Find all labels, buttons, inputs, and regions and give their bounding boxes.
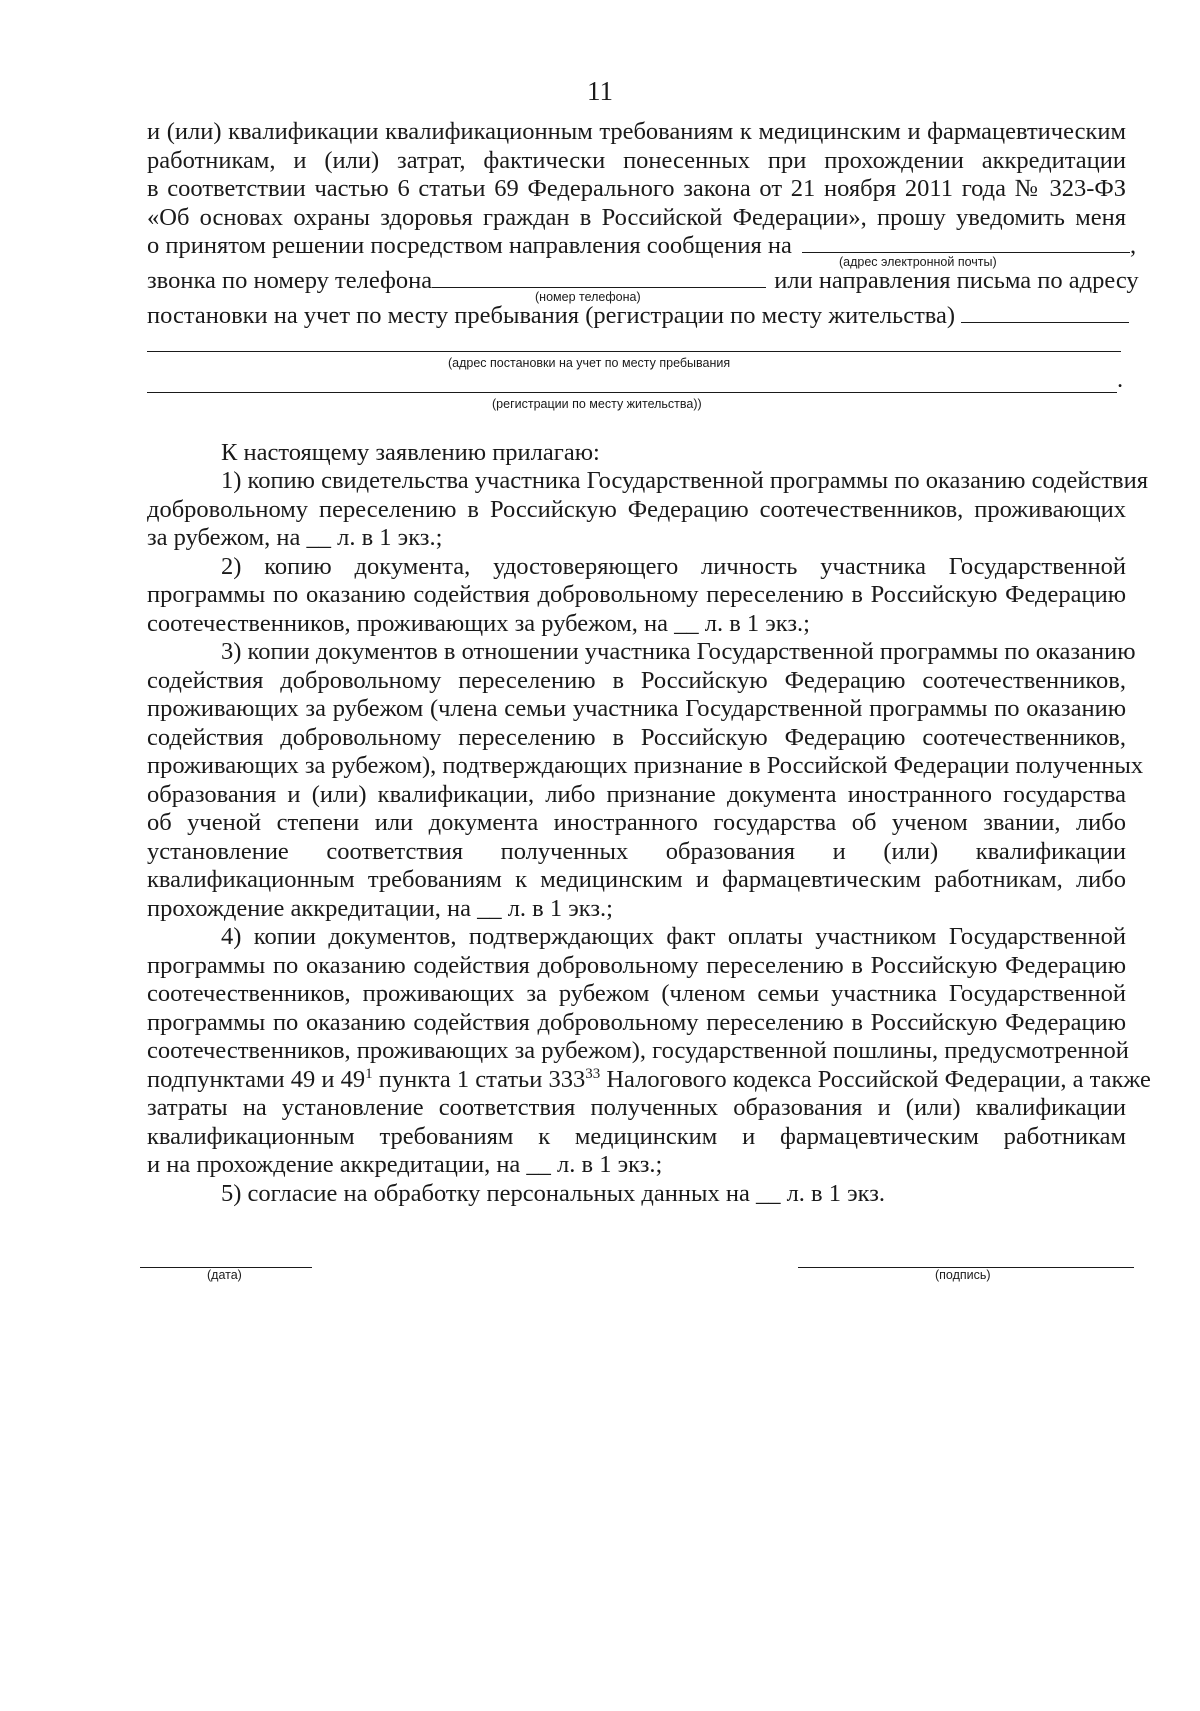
item-line: прохождение аккредитации, на __ л. в 1 экз.;: [147, 894, 613, 922]
item-line: за рубежом, на __ л. в 1 экз.;: [147, 524, 443, 551]
item-line: соотечественников, проживающих за рубежом), государственной пошлины, предусмотренной: [147, 1037, 1129, 1064]
spacer: [147, 411, 1126, 439]
item-line: проживающих за рубежом (члена семьи участника Государственной программы по оказанию: [147, 695, 1126, 722]
attachment-item-4: [147, 923, 1151, 1180]
attachment-item-3: [147, 638, 1144, 923]
item-text: пункта 1 статьи 333: [372, 1065, 586, 1093]
intro-line: в соответствии частью 6 статьи 69 Федерального закона от 21 ноября 2011 года № 323-ФЗ: [147, 175, 1126, 202]
item-line: квалификационным требованиям к медицинским и фармацевтическим работникам, либо: [147, 866, 1126, 893]
address-field-start[interactable]: [961, 302, 1129, 323]
attachment-item-2: [147, 553, 1126, 639]
item-line: программы по оказанию содействия добровольному переселению в Российскую Федерацию: [147, 1008, 1126, 1036]
attachments-heading: К настоящему заявлению прилагаю:: [221, 438, 600, 466]
item-line: образования и (или) квалификации, либо признание документа иностранного государства: [147, 780, 1126, 808]
address-lead-text: постановки на учет по месту пребывания (регистрации по месту жительства): [147, 302, 956, 329]
item-line: квалификационным требованиям к медицинским и фармацевтическим работникам: [147, 1122, 1126, 1150]
item-line-superscripts: [147, 1065, 1151, 1095]
item-line: установление соответствия полученных образования и (или) квалификации: [147, 837, 1126, 865]
phone-lead-text: звонка по номеру телефона: [147, 266, 433, 294]
intro-paragraph: [147, 118, 1139, 411]
item-line: 1) копию свидетельства участника Государственной программы по оказанию содействия: [221, 467, 1149, 494]
phone-field[interactable]: [432, 267, 766, 288]
address-field-line-2[interactable]: [147, 370, 1117, 393]
item-line: 5) согласие на обработку персональных данных на __ л. в 1 экз.: [221, 1179, 886, 1207]
item-line: содействия добровольному переселению в Российскую Федерацию соотечественников,: [147, 666, 1126, 694]
address-caption-2: (регистрации по месту жительства)): [492, 396, 702, 411]
date-caption: (дата): [207, 1268, 242, 1282]
item-line: 3) копии документов в отношении участника Государственной программы по оказанию: [221, 638, 1136, 665]
email-field[interactable]: [802, 232, 1130, 253]
item-line: и на прохождение аккредитации, на __ л. в 1 экз.;: [147, 1151, 663, 1178]
item-line: затраты на установление соответствия полученных образования и (или) квалификации: [147, 1094, 1126, 1121]
email-caption: (адрес электронной почты): [839, 254, 997, 269]
page-number: 11: [587, 76, 613, 106]
item-line: программы по оказанию содействия добровольному переселению в Российскую Федерацию: [147, 581, 1126, 608]
attachment-item-1: [147, 467, 1149, 553]
item-line: соотечественников, проживающих за рубежом (членом семьи участника Государственной: [147, 980, 1126, 1007]
address-field-line-2-wrap: [147, 365, 1124, 393]
address-caption-1: (адрес постановки на учет по месту пребывания: [448, 355, 731, 370]
document-body: [147, 118, 1151, 1208]
item-line: 2) копию документа, удостоверяющего личность участника Государственной: [221, 552, 1126, 580]
intro-line: «Об основах охраны здоровья граждан в Российской Федерации», прошу уведомить меня: [147, 203, 1126, 231]
phone-caption: (номер телефона): [535, 290, 641, 304]
item-line: 4) копии документов, подтверждающих факт оплаты участником Государственной: [221, 923, 1126, 950]
phone-trail-text: или направления письма по адресу: [774, 266, 1139, 294]
item-line: содействия добровольному переселению в Российскую Федерацию соотечественников,: [147, 723, 1126, 751]
item-line: проживающих за рубежом), подтверждающих признание в Российской Федерации полученных: [147, 752, 1144, 779]
item-text: подпунктами 49 и 49: [147, 1065, 366, 1093]
address-field-line-1[interactable]: [147, 329, 1121, 352]
item-text: Налогового кодекса Российской Федерации, а также: [600, 1065, 1151, 1093]
item-line: соотечественников, проживающих за рубежом, на __ л. в 1 экз.;: [147, 609, 810, 637]
intro-line-address: [147, 302, 1126, 331]
attachments-intro: [147, 439, 1126, 468]
attachment-item-5: [147, 1180, 1126, 1209]
email-comma: ,: [1130, 232, 1137, 259]
item-line: программы по оказанию содействия добровольному переселению в Российскую Федерацию: [147, 951, 1126, 979]
email-lead-text: о принятом решении посредством направления сообщения на: [147, 232, 792, 259]
address-period: .: [1117, 365, 1124, 393]
superscript: 33: [585, 1065, 601, 1082]
superscript: 1: [365, 1065, 373, 1082]
signature-caption: (подпись): [935, 1268, 991, 1282]
item-line: об ученой степени или документа иностранного государства об ученом звании, либо: [147, 809, 1126, 836]
intro-line: и (или) квалификации квалификационным требованиям к медицинским и фармацевтическим: [147, 118, 1126, 145]
item-line: добровольному переселению в Российскую Федерацию соотечественников, проживающих: [147, 495, 1126, 523]
intro-line: работникам, и (или) затрат, фактически понесенных при прохождении аккредитации: [147, 146, 1126, 174]
